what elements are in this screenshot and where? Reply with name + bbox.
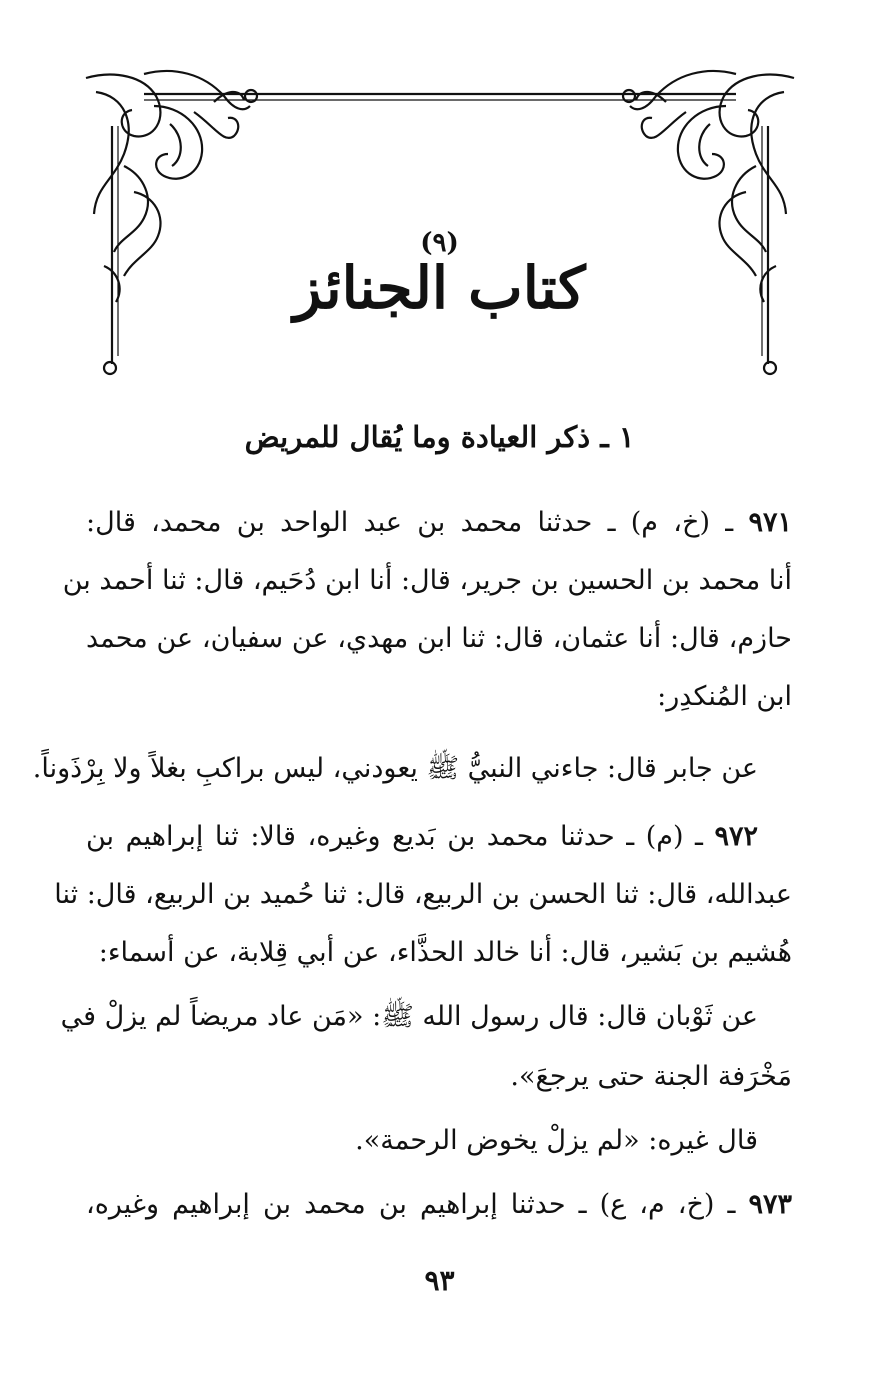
hadith-number: ٩٧١ <box>748 507 792 538</box>
hadith-972-line-1: ٩٧٢ ـ (م) ـ حدثنا محمد بن بَديع وغيره، قالا: ثنا إبراهيم بن <box>86 821 758 852</box>
hadith-number: ٩٧٣ <box>748 1189 792 1220</box>
hadith-972-line-2: عبدالله، قال: ثنا الحسن بن الربيع، قال: ثنا حُميد بن الربيع، قال: ثنا <box>54 879 792 910</box>
hadith-number: ٩٧٢ <box>714 821 758 852</box>
hadith-972-matn-line-1: عن ثَوْبان قال: قال رسول الله ﷺ: «مَن عاد مريضاً لم يزلْ في <box>60 1001 758 1032</box>
hadith-971-matn: عن جابر قال: جاءني النبيُّ ﷺ يعودني، ليس براكبِ بغلاً ولا بِرْذَوناً. <box>32 753 758 784</box>
chapter-ornament-frame <box>84 66 796 378</box>
hadith-972-line-3: هُشيم بن بَشير، قال: أنا خالد الحذَّاء، عن أبي قِلابة، عن أسماء: <box>98 937 792 968</box>
hadith-972-matn-line-2: مَخْرَفة الجنة حتى يرجعَ». <box>510 1061 792 1092</box>
chapter-title: كتاب الجنائز <box>293 254 586 322</box>
hadith-971-line-4: ابن المُنكدِر: <box>657 681 792 712</box>
section-heading: ١ ـ ذكر العيادة وما يُقال للمريض <box>244 420 635 454</box>
hadith-971-line-1: ٩٧١ ـ (خ، م) ـ حدثنا محمد بن عبد الواحد بن محمد، قال: <box>86 507 792 538</box>
page-number: ٩٣ <box>424 1264 455 1297</box>
hadith-971-line-3: حازم، قال: أنا عثمان، قال: ثنا ابن مهدي، عن سفيان، عن محمد <box>86 623 792 654</box>
hadith-973-line-1: ٩٧٣ ـ (خ، م، ع) ـ حدثنا إبراهيم بن محمد بن إبراهيم وغيره، <box>86 1189 792 1220</box>
chapter-number: (٩) <box>420 228 459 258</box>
hadith-972-matn-line-3: قال غيره: «لم يزلْ يخوض الرحمة». <box>355 1125 758 1156</box>
hadith-971-line-2: أنا محمد بن الحسين بن جرير، قال: أنا ابن دُحَيم، قال: ثنا أحمد بن <box>62 565 792 596</box>
